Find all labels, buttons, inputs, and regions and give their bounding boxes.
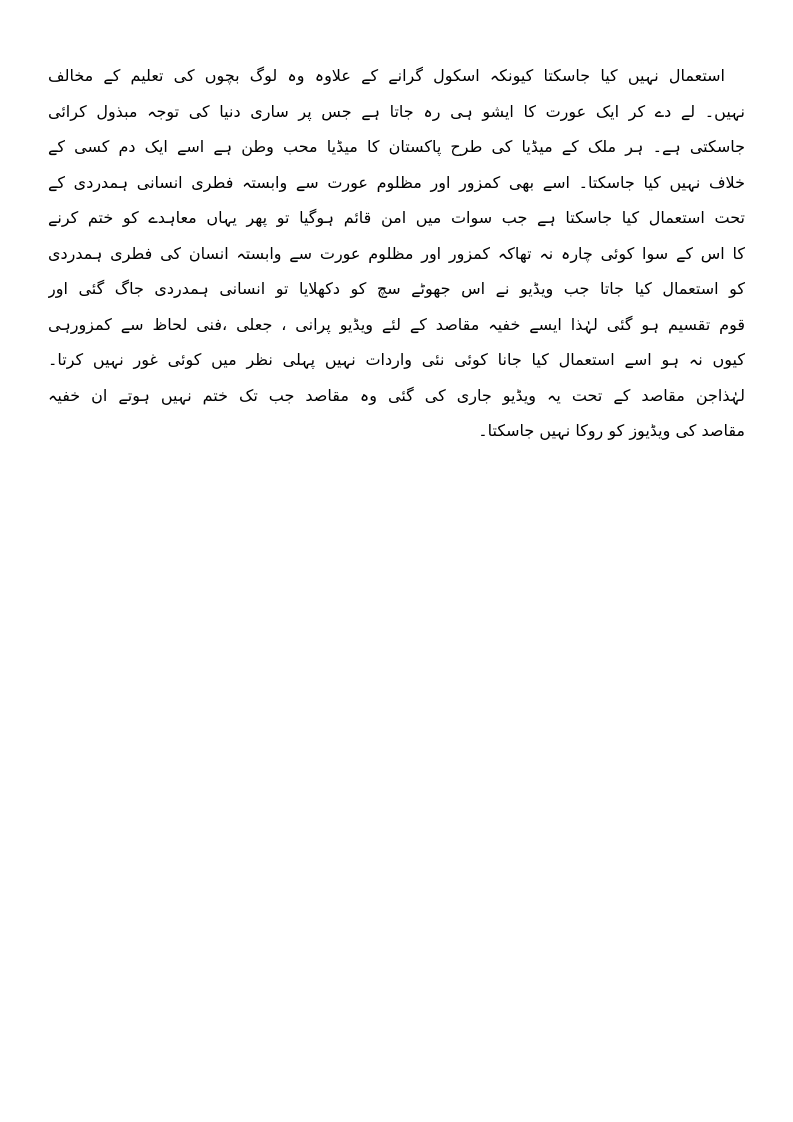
document-body: [48, 58, 745, 449]
text-line: خلاف نہیں کیا جاسکتا۔ اسے بھی کمزور اور مظلوم عورت سے وابستہ فطری انسانی ہمدردی کے: [48, 172, 745, 192]
text-line: لہٰذاجن مقاصد کے تحت یہ ویڈیو جاری کی گئی وہ مقاصد جب تک ختم نہیں ہوتے ان خفیہ: [48, 385, 745, 405]
text-line: کو استعمال کیا جاتا جب ویڈیو نے اس جھوٹے سچ کو دکھلایا تو انسانی ہمدردی جاگ گئی اور: [48, 279, 745, 298]
text-line: جاسکتی ہے۔ ہر ملک کے میڈیا کی طرح پاکستان کا میڈیا محب وطن ہے اسے ایک دم کسی کے: [48, 137, 745, 156]
text-line: استعمال نہیں کیا جاسکتا کیونکہ اسکول گرانے کے علاوہ وہ لوگ بچوں کی تعلیم کے مخالف: [48, 66, 725, 85]
text-line: مقاصد کی ویڈیوز کو روکا نہیں جاسکتا۔: [478, 421, 745, 440]
text-line: کا اس کے سوا کوئی چارہ نہ تھاکہ کمزور اور مظلوم عورت سے وابستہ انسان کی فطری ہمدردی: [48, 243, 745, 263]
text-line: کیوں نہ ہو اسے استعمال کیا جانا کوئی نئی واردات نہیں پہلی نظر میں کوئی غور نہیں کرتا۔: [48, 350, 745, 369]
text-line: تحت استعمال کیا جاسکتا ہے جب سوات میں امن قائم ہوگیا تو پھر یہاں معاہدے کو ختم کرنے: [48, 208, 745, 227]
text-line: قوم تقسیم ہو گئی لہٰذا ایسے خفیہ مقاصد کے لئے ویڈیو پرانی ، جعلی ،فنی لحاظ سے کمزورہی: [48, 314, 745, 334]
text-line: نہیں۔ لے دے کر ایک عورت کا ایشو ہی رہ جاتا ہے جس پر ساری دنیا کی توجہ مبذول کرائی: [48, 101, 745, 121]
